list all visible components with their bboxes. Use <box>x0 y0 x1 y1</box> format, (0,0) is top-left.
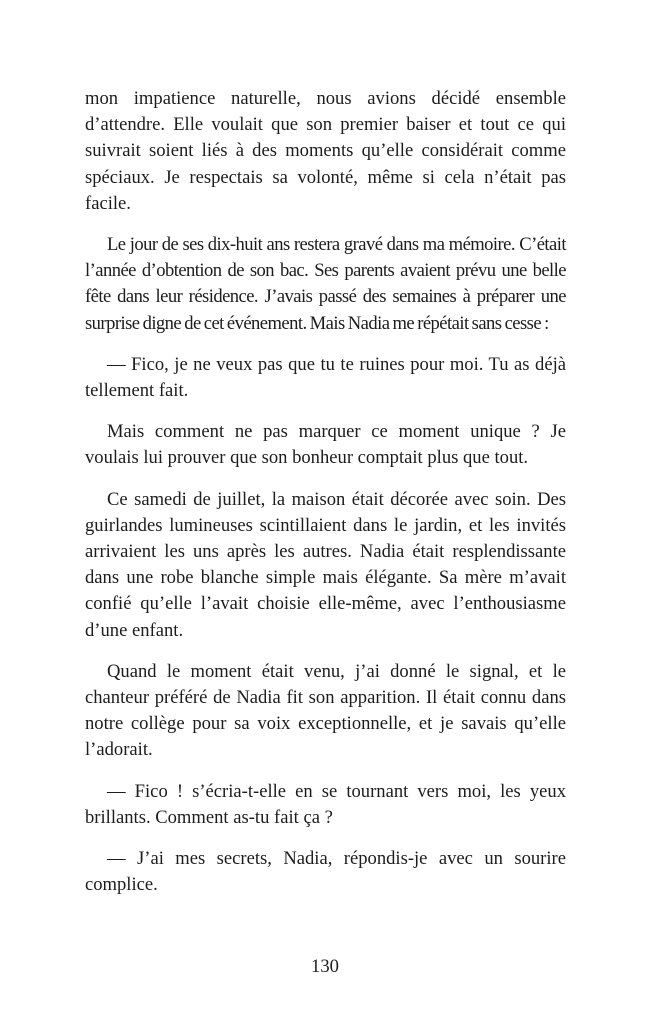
page-number: 130 <box>311 956 339 977</box>
paragraph-8-dialogue: — J’ai mes secrets, Nadia, répondis-je avec un sourire complice. <box>85 848 566 896</box>
paragraph-5: Ce samedi de juillet, la maison était décorée avec soin. Des guirlandes lumineuses scintillaient dans le jardin, et les invités arrivaient les uns après les autres. Nadia était resplendissante dans une robe blanche simple mais élégante. Sa mère m’avait confié qu’elle l’avait choisie elle-même, avec l’enthousiasme d’une enfant. <box>85 488 566 641</box>
paragraph-3-dialogue: — Fico, je ne veux pas que tu te ruines pour moi. Tu as déjà tellement fait. <box>85 353 566 402</box>
body-text <box>85 86 566 913</box>
paragraph-4: Mais comment ne pas marquer ce moment unique ? Je voulais lui prouver que son bonheur comptait plus que tout. <box>85 421 566 469</box>
paragraph-6: Quand le moment était venu, j’ai donné le signal, et le chanteur préféré de Nadia fit son apparition. Il était connu dans notre collège pour sa voix exceptionnelle, et je savais qu’elle l’adorait. <box>85 660 566 761</box>
paragraph-7-dialogue: — Fico ! s’écria-t-elle en se tournant vers moi, les yeux brillants. Comment as-tu fait ça ? <box>85 780 566 828</box>
paragraph-1: mon impatience naturelle, nous avions décidé ensemble d’attendre. Elle voulait que son premier baiser et tout ce qui suivrait soient liés à des moments qu’elle considérait comme spéciaux. Je respectais sa volonté, même si cela n’était pas facile. <box>85 88 566 214</box>
paragraph-2: Le jour de ses dix-huit ans restera gravé dans ma mémoire. C’était l’année d’obtention de son bac. Ses parents avaient prévu une belle fête dans leur résidence. J’avais passé des semaines à préparer une surprise digne de cet événement. Mais Nadia me répétait sans cesse : <box>85 234 566 334</box>
